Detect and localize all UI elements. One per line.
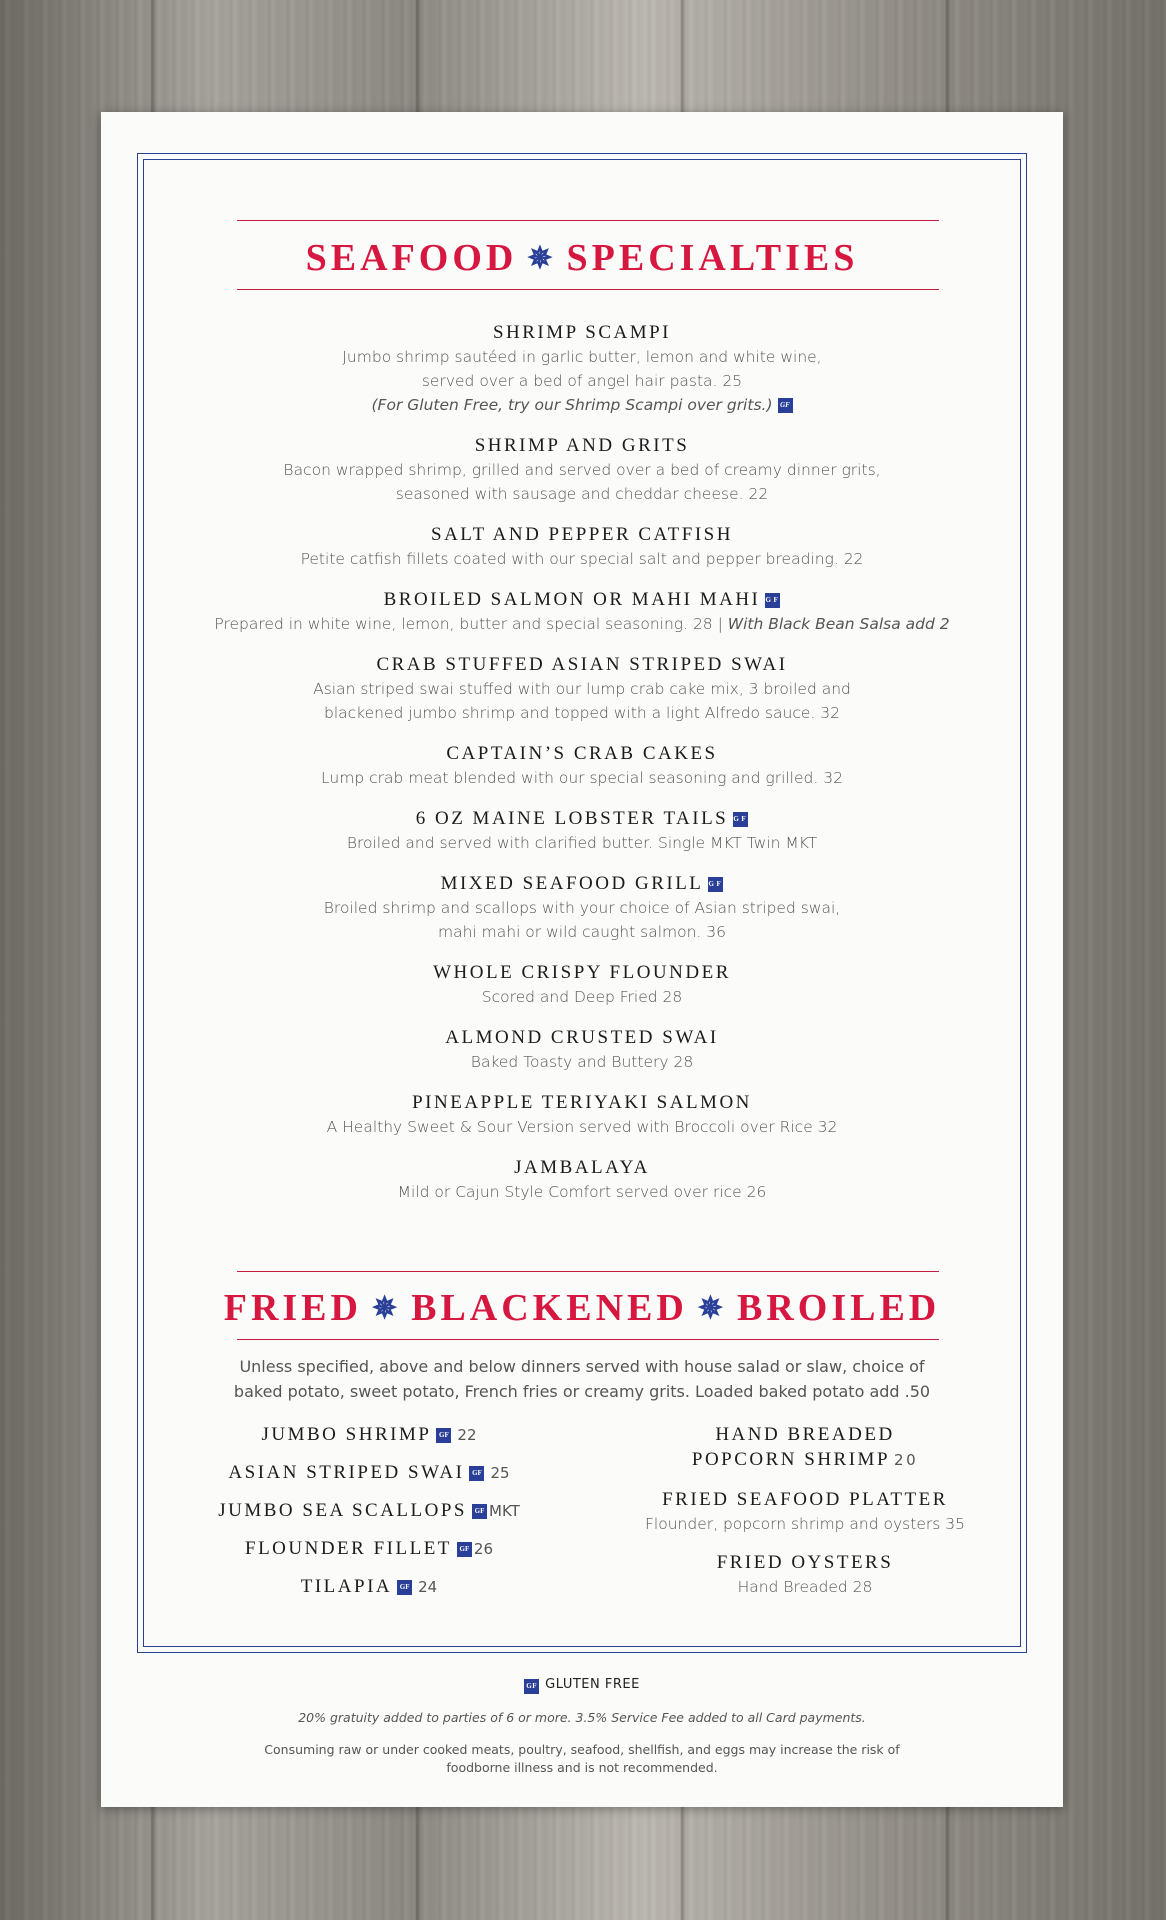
menu-item: MIXED SEAFOOD GRILL GF Broiled shrimp and scallops with your choice of Asian striped swai, mahi mahi or wild caught salmon. 36 — [323, 873, 841, 941]
section-divider — [237, 1339, 939, 1340]
section-divider — [237, 220, 939, 221]
gluten-free-badge-icon: GF — [778, 398, 793, 413]
menu-item: ASIAN STRIPED SWAI GF 25 — [228, 1462, 510, 1483]
menu-item: CRAB STUFFED ASIAN STRIPED SWAI Asian striped swai stuffed with our lump crab cake mix, 3 broiled and blackened jumbo shrimp and topped with a light Alfredo sauce. 32 — [313, 654, 851, 722]
gluten-free-badge-icon: GF — [524, 1679, 539, 1694]
menu-item: SALT AND PEPPER CATFISH Petite catfish fillets coated with our special salt and pepper breading. 22 — [300, 524, 864, 568]
gluten-free-badge-icon: GF — [708, 877, 723, 892]
menu-item: SHRIMP SCAMPI Jumbo shrimp sautéed in garlic butter, lemon and white wine, served over a bed of angel hair pasta. 25 (For Gluten Free, try our Shrimp Scampi over grits.) GF — [342, 322, 822, 414]
gluten-free-badge-icon: GF — [765, 593, 780, 608]
fried-items-right-column — [619, 1422, 991, 1613]
ship-wheel-icon: ✵ — [371, 1292, 402, 1325]
menu-item: SHRIMP AND GRITS Bacon wrapped shrimp, grilled and served over a bed of creamy dinner grits, seasoned with sausage and cheddar cheese. 22 — [283, 435, 881, 503]
gluten-free-badge-icon: GF — [472, 1504, 487, 1519]
gluten-free-legend: GF GLUTEN FREE — [101, 1677, 1063, 1694]
menu-item: FLOUNDER FILLET GF 26 — [245, 1538, 493, 1559]
gluten-free-badge-icon: GF — [397, 1580, 412, 1595]
section-title-fried-blackened-broiled: FRIED ✵ BLACKENED ✵ BROILED — [223, 1287, 941, 1329]
ship-wheel-icon: ✵ — [527, 242, 557, 275]
sides-note: Unless specified, above and below dinners served with house salad or slaw, choice of baked potato, sweet potato, French fries or creamy grits. Loaded baked potato add .50 — [233, 1357, 931, 1401]
menu-item: FRIED OYSTERS Hand Breaded 28 — [716, 1552, 894, 1596]
fried-items-left-column — [187, 1422, 551, 1612]
menu-item: PINEAPPLE TERIYAKI SALMON A Healthy Sweet & Sour Version served with Broccoli over Rice 32 — [326, 1092, 838, 1136]
gluten-free-badge-icon: GF — [457, 1542, 472, 1557]
section-divider — [237, 289, 939, 290]
menu-item: TILAPIA GF 24 — [300, 1576, 438, 1597]
menu-item: ALMOND CRUSTED SWAI Baked Toasty and Buttery 28 — [445, 1027, 719, 1071]
gratuity-note: 20% gratuity added to parties of 6 or more. 3.5% Service Fee added to all Card payments. — [298, 1710, 866, 1725]
section-divider — [237, 1271, 939, 1272]
menu-item: JAMBALAYA Mild or Cajun Style Comfort served over rice 26 — [397, 1157, 767, 1201]
menu-item: FRIED SEAFOOD PLATTER Flounder, popcorn shrimp and oysters 35 — [645, 1489, 965, 1533]
menu-item: BROILED SALMON OR MAHI MAHI GF Prepared in white wine, lemon, butter and special seasoning. 28 | With Black Bean Salsa add 2 — [214, 589, 950, 633]
menu-page — [101, 112, 1063, 1807]
menu-item: HAND BREADED POPCORN SHRIMP 20 — [691, 1424, 919, 1470]
gluten-free-badge-icon: GF — [469, 1466, 484, 1481]
menu-item: CAPTAIN’S CRAB CAKES Lump crab meat blended with our special seasoning and grilled. 32 — [321, 743, 843, 787]
gluten-free-badge-icon: GF — [733, 812, 748, 827]
gluten-free-badge-icon: GF — [436, 1428, 451, 1443]
ship-wheel-icon: ✵ — [697, 1292, 727, 1325]
menu-item: 6 OZ MAINE LOBSTER TAILS GF Broiled and served with clarified butter. Single MKT Twin MKT — [346, 808, 818, 852]
menu-item: JUMBO SHRIMP GF 22 — [261, 1424, 477, 1445]
section-title-seafood-specialties: SEAFOOD ✵ SPECIALTIES — [305, 237, 859, 279]
menu-item: WHOLE CRISPY FLOUNDER Scored and Deep Fried 28 — [433, 962, 731, 1006]
menu-item: JUMBO SEA SCALLOPS GF MKT — [218, 1500, 520, 1521]
seafood-specialties-list — [101, 320, 1063, 1220]
health-warning: Consuming raw or under cooked meats, poultry, seafood, shellfish, and eggs may increase the risk of foodborne illness and is not recommended. — [264, 1742, 900, 1775]
